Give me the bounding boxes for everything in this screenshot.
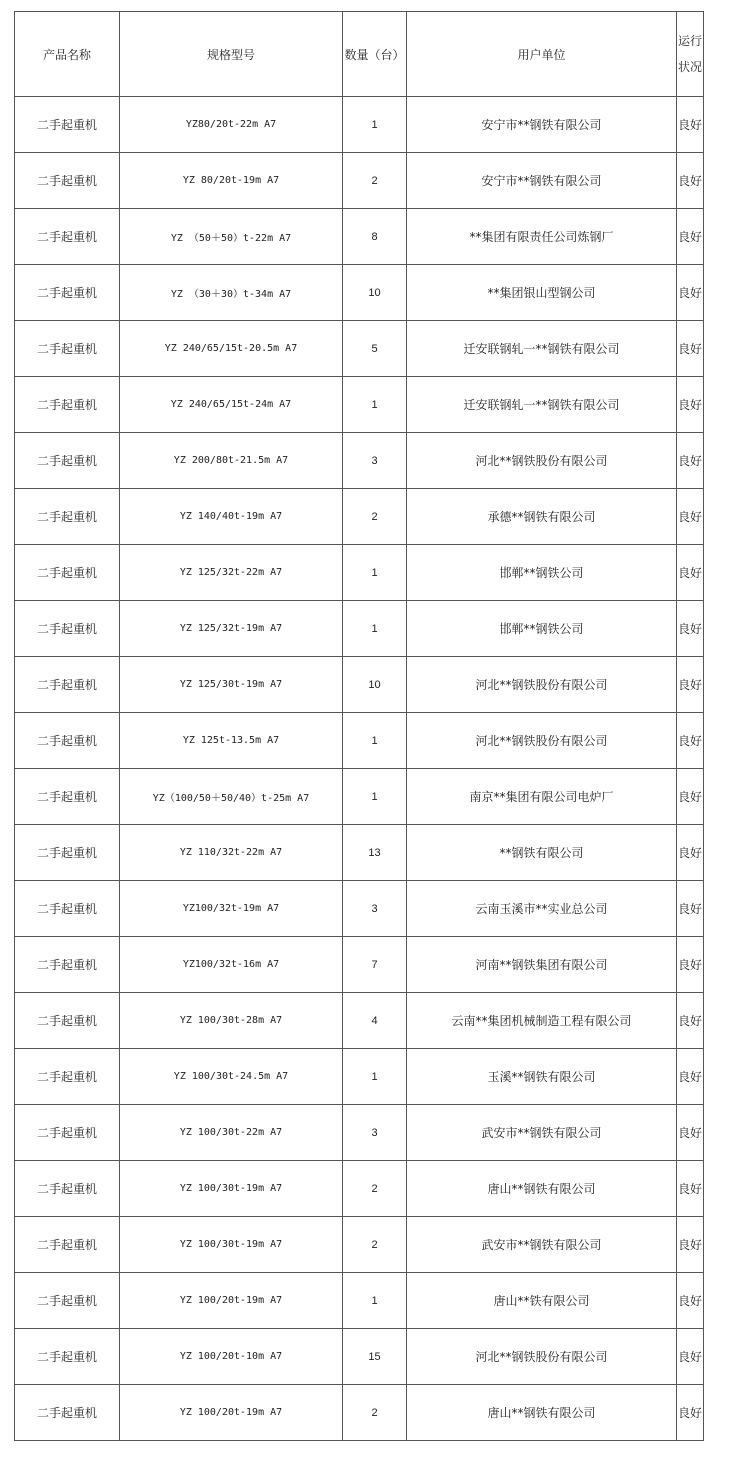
cell-status: 良好 xyxy=(677,545,704,601)
cell-status: 良好 xyxy=(677,209,704,265)
table-row xyxy=(15,153,704,209)
cell-status: 良好 xyxy=(677,377,704,433)
table-row xyxy=(15,321,704,377)
cell-status: 良好 xyxy=(677,993,704,1049)
cell-user: 唐山**铁有限公司 xyxy=(407,1273,677,1329)
cell-product: 二手起重机 xyxy=(15,321,120,377)
cell-status: 良好 xyxy=(677,1105,704,1161)
cell-user: 唐山**钢铁有限公司 xyxy=(407,1385,677,1441)
cell-user: 邯郸**钢铁公司 xyxy=(407,545,677,601)
header-row xyxy=(15,12,704,97)
cell-product: 二手起重机 xyxy=(15,1049,120,1105)
cell-user: **钢铁有限公司 xyxy=(407,825,677,881)
header-product: 产品名称 xyxy=(15,12,120,97)
cell-status: 良好 xyxy=(677,657,704,713)
table-row xyxy=(15,489,704,545)
cell-status: 良好 xyxy=(677,825,704,881)
cell-product: 二手起重机 xyxy=(15,1385,120,1441)
cell-product: 二手起重机 xyxy=(15,153,120,209)
cell-spec: YZ 80/20t-19m A7 xyxy=(120,153,343,209)
cell-spec: YZ （30＋30）t-34m A7 xyxy=(120,265,343,321)
cell-status: 良好 xyxy=(677,97,704,153)
cell-qty: 1 xyxy=(343,1049,407,1105)
cell-qty: 1 xyxy=(343,601,407,657)
header-user: 用户单位 xyxy=(407,12,677,97)
cell-user: 承德**钢铁有限公司 xyxy=(407,489,677,545)
cell-user: 武安市**钢铁有限公司 xyxy=(407,1217,677,1273)
header-status xyxy=(677,12,704,97)
cell-spec: YZ 110/32t-22m A7 xyxy=(120,825,343,881)
cell-status: 良好 xyxy=(677,1273,704,1329)
cell-qty: 1 xyxy=(343,97,407,153)
cell-product: 二手起重机 xyxy=(15,657,120,713)
cell-user: 河北**钢铁股份有限公司 xyxy=(407,1329,677,1385)
table-row xyxy=(15,1385,704,1441)
cell-product: 二手起重机 xyxy=(15,1217,120,1273)
cell-spec: YZ 200/80t-21.5m A7 xyxy=(120,433,343,489)
table-row xyxy=(15,1049,704,1105)
cell-status: 良好 xyxy=(677,1329,704,1385)
cell-user: 河北**钢铁股份有限公司 xyxy=(407,433,677,489)
cell-qty: 10 xyxy=(343,657,407,713)
cell-qty: 5 xyxy=(343,321,407,377)
cell-status: 良好 xyxy=(677,433,704,489)
cell-qty: 4 xyxy=(343,993,407,1049)
cell-product: 二手起重机 xyxy=(15,1273,120,1329)
cell-product: 二手起重机 xyxy=(15,489,120,545)
cell-product: 二手起重机 xyxy=(15,769,120,825)
table-row xyxy=(15,601,704,657)
header-spec: 规格型号 xyxy=(120,12,343,97)
cell-product: 二手起重机 xyxy=(15,545,120,601)
cell-status: 良好 xyxy=(677,881,704,937)
cell-spec: YZ （50＋50）t-22m A7 xyxy=(120,209,343,265)
cell-qty: 1 xyxy=(343,545,407,601)
cell-spec: YZ 100/30t-19m A7 xyxy=(120,1217,343,1273)
cell-spec: YZ（100/50＋50/40）t-25m A7 xyxy=(120,769,343,825)
cell-product: 二手起重机 xyxy=(15,1329,120,1385)
cell-product: 二手起重机 xyxy=(15,825,120,881)
cell-spec: YZ100/32t-16m A7 xyxy=(120,937,343,993)
cell-spec: YZ100/32t-19m A7 xyxy=(120,881,343,937)
cell-user: 迁安联钢轧一**钢铁有限公司 xyxy=(407,377,677,433)
cell-user: 迁安联钢轧一**钢铁有限公司 xyxy=(407,321,677,377)
cell-product: 二手起重机 xyxy=(15,1105,120,1161)
cell-spec: YZ 240/65/15t-24m A7 xyxy=(120,377,343,433)
cell-status: 良好 xyxy=(677,1049,704,1105)
cell-status: 良好 xyxy=(677,489,704,545)
cell-user: 邯郸**钢铁公司 xyxy=(407,601,677,657)
cell-qty: 1 xyxy=(343,1273,407,1329)
table-row xyxy=(15,433,704,489)
cell-spec: YZ 100/20t-19m A7 xyxy=(120,1273,343,1329)
cell-qty: 2 xyxy=(343,153,407,209)
table-row xyxy=(15,713,704,769)
cell-user: 武安市**钢铁有限公司 xyxy=(407,1105,677,1161)
cell-product: 二手起重机 xyxy=(15,433,120,489)
cell-user: 安宁市**钢铁有限公司 xyxy=(407,97,677,153)
cell-product: 二手起重机 xyxy=(15,97,120,153)
cell-user: 河北**钢铁股份有限公司 xyxy=(407,657,677,713)
cell-status: 良好 xyxy=(677,1385,704,1441)
cell-spec: YZ 240/65/15t-20.5m A7 xyxy=(120,321,343,377)
header-status-line1: 运行 xyxy=(677,34,702,48)
cell-qty: 2 xyxy=(343,1161,407,1217)
cell-qty: 2 xyxy=(343,489,407,545)
table-row xyxy=(15,1105,704,1161)
cell-product: 二手起重机 xyxy=(15,265,120,321)
header-status-line2: 状况 xyxy=(677,60,702,74)
table-row xyxy=(15,265,704,321)
cell-spec: YZ 125/32t-19m A7 xyxy=(120,601,343,657)
cell-user: 南京**集团有限公司电炉厂 xyxy=(407,769,677,825)
cell-status: 良好 xyxy=(677,153,704,209)
table-row xyxy=(15,881,704,937)
cell-user: 安宁市**钢铁有限公司 xyxy=(407,153,677,209)
cell-product: 二手起重机 xyxy=(15,937,120,993)
crane-table xyxy=(14,11,704,1441)
cell-status: 良好 xyxy=(677,601,704,657)
cell-status: 良好 xyxy=(677,769,704,825)
cell-qty: 1 xyxy=(343,713,407,769)
cell-product: 二手起重机 xyxy=(15,209,120,265)
table-row xyxy=(15,1217,704,1273)
cell-qty: 1 xyxy=(343,377,407,433)
cell-spec: YZ 125/30t-19m A7 xyxy=(120,657,343,713)
cell-spec: YZ 100/20t-10m A7 xyxy=(120,1329,343,1385)
cell-status: 良好 xyxy=(677,713,704,769)
cell-spec: YZ 100/30t-24.5m A7 xyxy=(120,1049,343,1105)
cell-product: 二手起重机 xyxy=(15,1161,120,1217)
cell-qty: 2 xyxy=(343,1217,407,1273)
cell-spec: YZ 125/32t-22m A7 xyxy=(120,545,343,601)
cell-product: 二手起重机 xyxy=(15,881,120,937)
cell-spec: YZ 100/30t-22m A7 xyxy=(120,1105,343,1161)
table-row xyxy=(15,769,704,825)
cell-spec: YZ 100/30t-28m A7 xyxy=(120,993,343,1049)
table-row xyxy=(15,937,704,993)
cell-user: **集团有限责任公司炼钢厂 xyxy=(407,209,677,265)
cell-qty: 1 xyxy=(343,769,407,825)
cell-qty: 3 xyxy=(343,881,407,937)
table-row xyxy=(15,1329,704,1385)
cell-user: **集团银山型钢公司 xyxy=(407,265,677,321)
cell-user: 河南**钢铁集团有限公司 xyxy=(407,937,677,993)
cell-qty: 2 xyxy=(343,1385,407,1441)
cell-qty: 3 xyxy=(343,1105,407,1161)
table-row xyxy=(15,1273,704,1329)
cell-spec: YZ 125t-13.5m A7 xyxy=(120,713,343,769)
cell-qty: 15 xyxy=(343,1329,407,1385)
cell-user: 唐山**钢铁有限公司 xyxy=(407,1161,677,1217)
cell-spec: YZ 100/20t-19m A7 xyxy=(120,1385,343,1441)
table-row xyxy=(15,657,704,713)
cell-user: 河北**钢铁股份有限公司 xyxy=(407,713,677,769)
cell-product: 二手起重机 xyxy=(15,713,120,769)
cell-status: 良好 xyxy=(677,1161,704,1217)
table-row xyxy=(15,1161,704,1217)
table-row xyxy=(15,377,704,433)
cell-qty: 13 xyxy=(343,825,407,881)
cell-user: 玉溪**钢铁有限公司 xyxy=(407,1049,677,1105)
cell-status: 良好 xyxy=(677,265,704,321)
cell-spec: YZ80/20t-22m A7 xyxy=(120,97,343,153)
cell-spec: YZ 100/30t-19m A7 xyxy=(120,1161,343,1217)
cell-status: 良好 xyxy=(677,937,704,993)
cell-product: 二手起重机 xyxy=(15,993,120,1049)
cell-spec: YZ 140/40t-19m A7 xyxy=(120,489,343,545)
cell-product: 二手起重机 xyxy=(15,601,120,657)
table-row xyxy=(15,825,704,881)
table-row xyxy=(15,545,704,601)
cell-qty: 3 xyxy=(343,433,407,489)
table-row xyxy=(15,993,704,1049)
cell-user: 云南**集团机械制造工程有限公司 xyxy=(407,993,677,1049)
cell-status: 良好 xyxy=(677,1217,704,1273)
cell-status: 良好 xyxy=(677,321,704,377)
table-row xyxy=(15,209,704,265)
cell-product: 二手起重机 xyxy=(15,377,120,433)
table-row xyxy=(15,97,704,153)
cell-user: 云南玉溪市**实业总公司 xyxy=(407,881,677,937)
cell-qty: 8 xyxy=(343,209,407,265)
header-qty: 数量（台） xyxy=(343,12,407,97)
cell-qty: 10 xyxy=(343,265,407,321)
cell-qty: 7 xyxy=(343,937,407,993)
table-body xyxy=(15,97,704,1441)
